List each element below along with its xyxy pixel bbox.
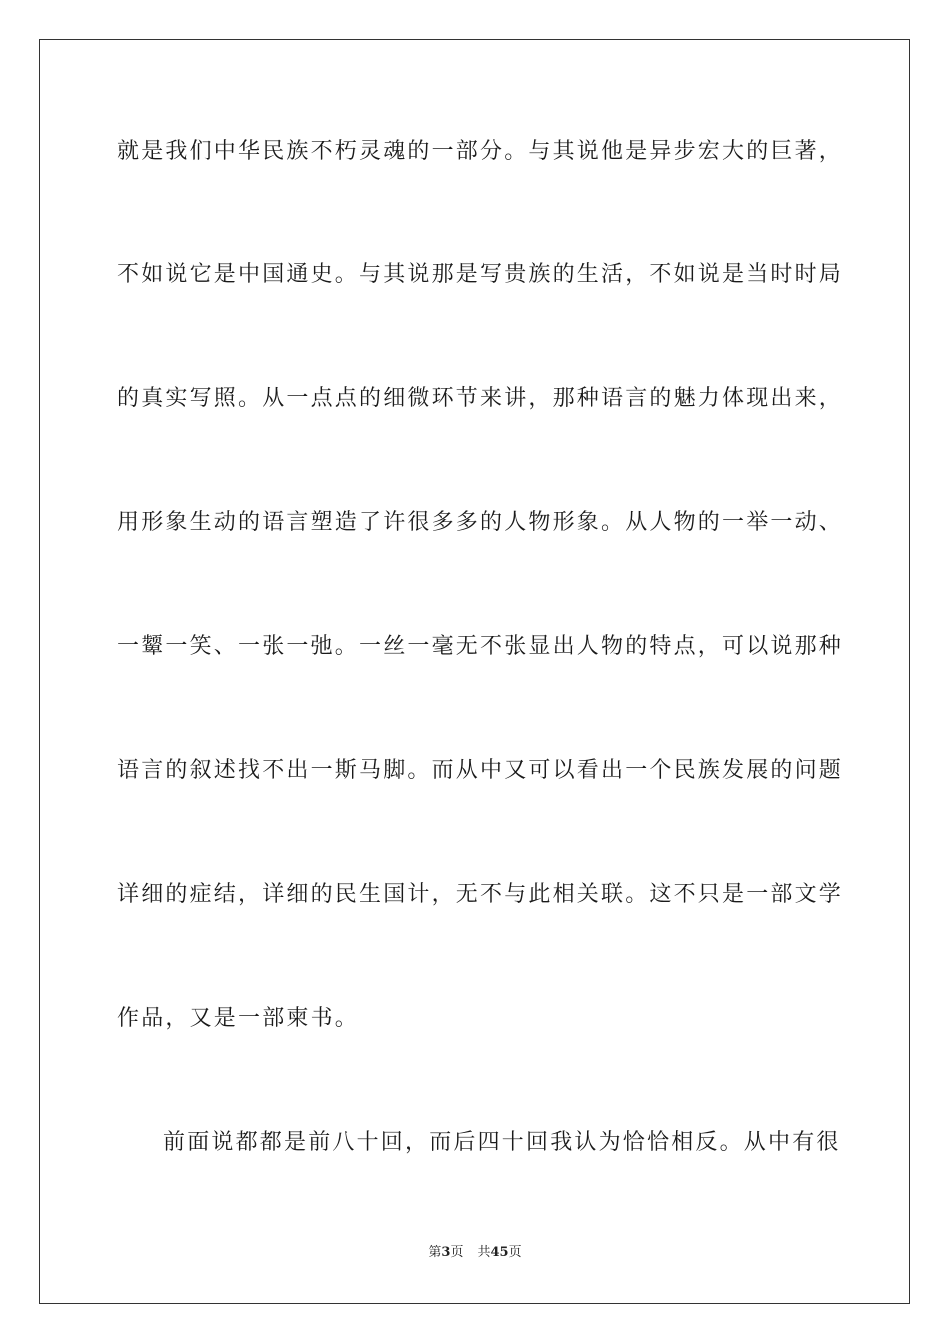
page-number: 3 xyxy=(441,1245,451,1260)
total-prefix: 共 xyxy=(477,1245,491,1260)
paragraph-line: 详细的症结，详细的民生国计，无不与此相关联。这不只是一部文学 xyxy=(117,882,844,907)
total-suffix: 页 xyxy=(508,1245,522,1260)
paragraph-line: 一颦一笑、一张一弛。一丝一毫无不张显出人物的特点，可以说那种 xyxy=(117,634,844,659)
page-suffix: 页 xyxy=(450,1245,464,1260)
paragraph-line-indented: 前面说都都是前八十回，而后四十回我认为恰恰相反。从中有很 xyxy=(163,1130,841,1155)
paragraph-line: 语言的叙述找不出一斯马脚。而从中又可以看出一个民族发展的问题 xyxy=(117,758,844,783)
page-prefix: 第 xyxy=(428,1245,442,1260)
paragraph-line: 的真实写照。从一点点的细微环节来讲，那种语言的魅力体现出来， xyxy=(117,386,844,411)
page-footer xyxy=(0,1243,950,1263)
paragraph-line: 用形象生动的语言塑造了许很多多的人物形象。从人物的一举一动、 xyxy=(117,510,844,535)
paragraph-line: 就是我们中华民族不朽灵魂的一部分。与其说他是异步宏大的巨著， xyxy=(117,139,844,164)
paragraph-line: 不如说它是中国通史。与其说那是写贵族的生活，不如说是当时时局 xyxy=(117,262,844,287)
page-border xyxy=(39,39,910,1304)
paragraph-line: 作品，又是一部柬书。 xyxy=(117,1006,360,1031)
total-pages: 45 xyxy=(490,1245,509,1260)
